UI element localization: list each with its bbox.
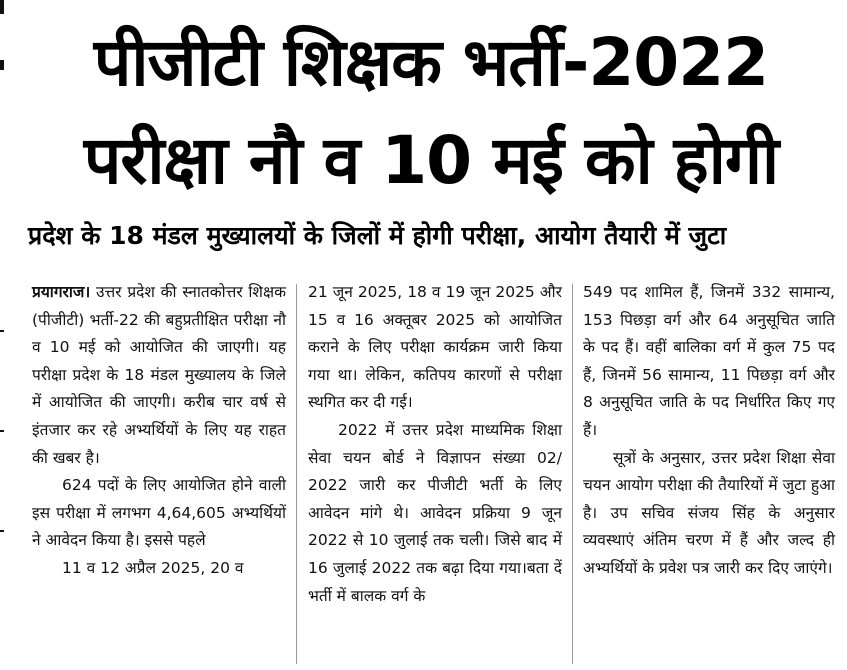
page-edge-marks	[0, 0, 6, 670]
article-paragraph: 549 पद शामिल हैं, जिनमें 332 सामान्य, 153 पिछड़ा वर्ग और 64 अनुसूचित जाति के पद हैं। वहीं बालिका वर्ग में कुल 75 पद हैं, जिनमें 56 सामान्य, 11 पिछड़ा वर्ग और 8 अनुसूचित जाति के पद निर्धारित किए गए हैं।	[583, 283, 835, 439]
edge-mark	[0, 60, 4, 70]
article-paragraph: 11 व 12 अप्रैल 2025, 20 व	[62, 558, 244, 577]
article-column-3	[583, 279, 835, 583]
article-paragraph: 21 जून 2025, 18 व 19 जून 2025 और 15 व 16 अक्तूबर 2025 को आयोजित कराने के लिए परीक्षा कार्यक्रम जारी किया गया था। लेकिन, कतिपय कारणों से परीक्षा स्थगित कर दी गई।	[308, 283, 562, 412]
article-paragraph: सूत्रों के अनुसार, उत्तर प्रदेश शिक्षा सेवा चयन आयोग परीक्षा की तैयारियों में जुटा हुआ है। उप सचिव संजय सिंह के अनुसार व्यवस्थाएं अंतिम चरण में हैं और जल्द ही अभ्यर्थियों के प्रवेश पत्र जारी कर दिए जाएंगे।	[583, 448, 835, 577]
headline-line-1: पीजीटी शिक्षक भर्ती-2022	[93, 24, 769, 101]
dateline: प्रयागराज।	[32, 283, 91, 301]
headline-line-2: परीक्षा नौ व 10 मई को होगी	[83, 122, 779, 199]
column-divider	[572, 284, 573, 664]
edge-mark	[0, 0, 4, 14]
article-paragraph	[32, 279, 286, 472]
paragraph-text: उत्तर प्रदेश की स्नातकोत्तर शिक्षक (पीजीटी) भर्ती-22 की बहुप्रतीक्षित परीक्षा नौ व 10 मई को आयोजित की जाएगी। यह परीक्षा प्रदेश के 18 मंडल मुख्यालय के जिले में आयोजित की जाएगी। करीब चार वर्ष से इंतजार कर रहे अभ्यर्थियों के लिए यह राहत की खबर है।	[32, 283, 286, 467]
article-paragraph: 624 पदों के लिए आयोजित होने वाली इस परीक्षा में लगभग 4,64,605 अभ्यर्थियों ने आवेदन किया है। इससे पहले	[32, 476, 286, 550]
article-column-2	[308, 279, 562, 610]
edge-mark	[0, 330, 4, 332]
edge-mark	[0, 430, 4, 432]
article-paragraph: 2022 में उत्तर प्रदेश माध्यमिक शिक्षा सेवा चयन बोर्ड ने विज्ञापन संख्या 02/ 2022 जारी कर पीजीटी भर्ती के लिए आवेदन मांगे थे। आवेदन प्रक्रिया 9 जून 2022 से 10 जुलाई तक चली। जिसे बाद में 16 जुलाई 2022 तक बढ़ा दिया गया।बता दें भर्ती में बालक वर्ग के	[308, 420, 562, 605]
article-column-1	[32, 279, 286, 583]
edge-mark	[0, 530, 4, 532]
column-divider	[296, 284, 297, 664]
subheadline: प्रदेश के 18 मंडल मुख्यालयों के जिलों में होगी परीक्षा, आयोग तैयारी में जुटा	[28, 221, 727, 250]
